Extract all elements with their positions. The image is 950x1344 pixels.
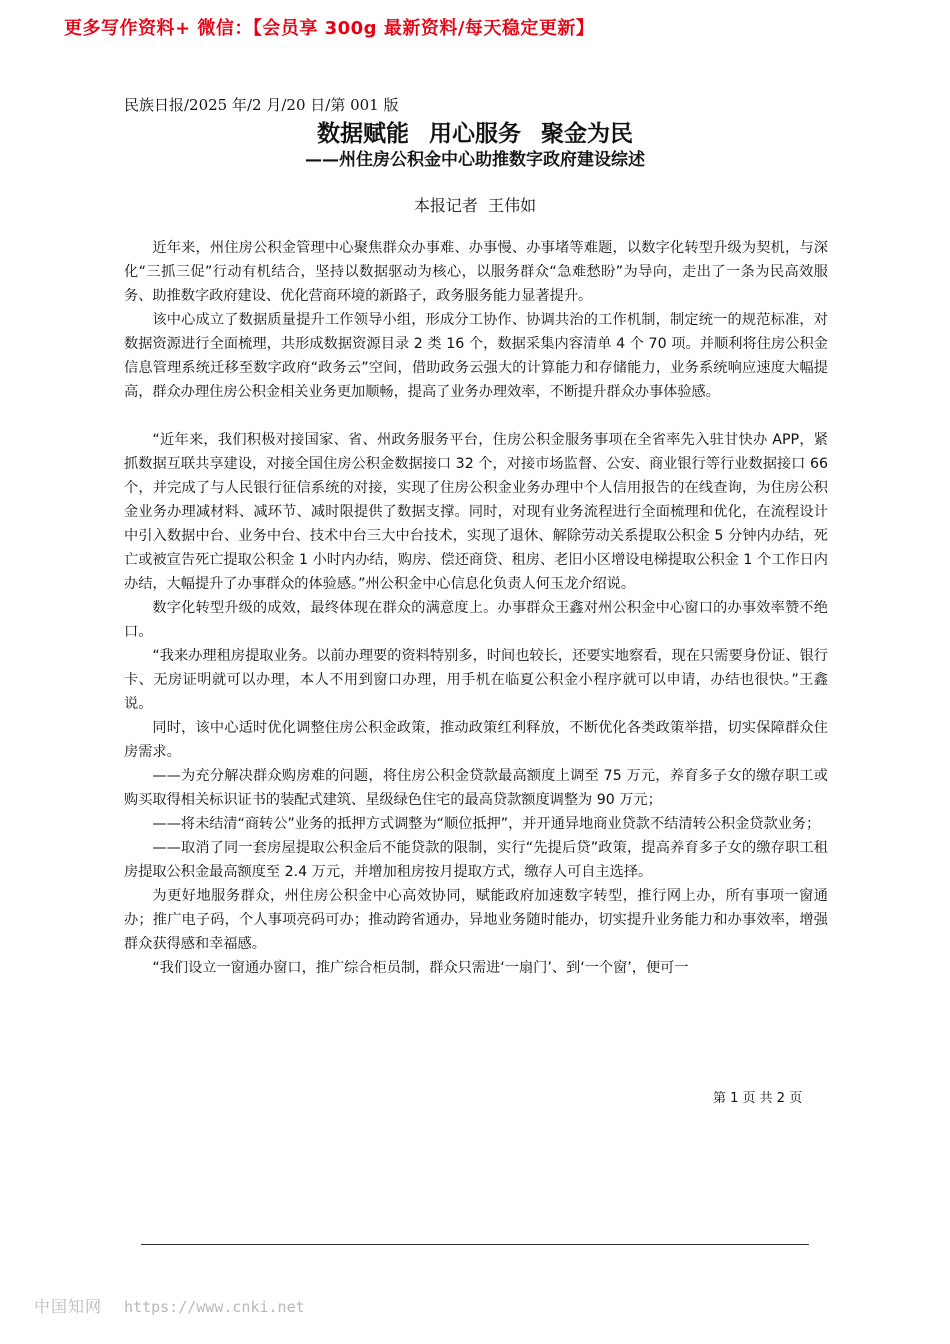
paragraph-4: 数字化转型升级的成效，最终体现在群众的满意度上。办事群众王鑫对州公积金中心窗口的办事效率赞不绝口。 xyxy=(124,600,828,640)
cnki-logo-text: 中国知网 xyxy=(34,1297,103,1316)
author-byline: 本报记者 王伟如 xyxy=(413,196,537,215)
paragraph-8: ——将未结清“商转公”业务的抵押方式调整为“顺位抵押”，并开通异地商业贷款不结清转公积金贷款业务； xyxy=(152,816,821,832)
paragraph-6: 同时，该中心适时优化调整住房公积金政策，推动政策红利释放，不断优化各类政策举措，切实保障群众住房需求。 xyxy=(124,720,828,760)
footer xyxy=(34,1294,305,1317)
paragraph-10: 为更好地服务群众，州住房公积金中心高效协同，赋能政府加速数字转型，推行网上办，所有事项一窗通办；推广电子码，个人事项亮码可办；推动跨省通办，异地业务随时能办，切实提升业务能力和办事效率，增强群众获得感和幸福感。 xyxy=(124,888,828,952)
paragraph-3: “近年来，我们积极对接国家、省、州政务服务平台，住房公积金服务事项在全省率先入驻甘快办 APP，紧抓数据互联共享建设，对接全国住房公积金数据接口 32 个，对接市场监督、公安、商业银行等行业数据接口 66 个，并完成了与人民银行征信系统的对接，实现了住房公积金业务办理中个人信用报告的在线查询，为住房公积金业务办理减材料、减环节、减时限提供了数据支撑。同时，对现有业务流程进行全面梳理和优化，在流程设计中引入数据中台、业务中台、技术中台三大中台技术，实现了退休、解除劳动关系提取公积金 5 分钟内办结，死亡或被宣告死亡提取公积金 1 小时内办结，购房、偿还商贷、租房、老旧小区增设电梯提取公积金 1 个工作日内办结，大幅提升了办事群众的体验感。”州公积金中心信息化负责人何玉龙介绍说。 xyxy=(124,432,828,592)
page-number: 第 1 页 共 2 页 xyxy=(713,1091,803,1106)
article-title xyxy=(0,115,950,148)
article-subtitle: ——州住房公积金中心助推数字政府建设综述 xyxy=(305,150,645,170)
paragraph-11: “我们设立一窗通办窗口，推广综合柜员制，群众只需进‘一扇门’、到‘一个窗’，便可一 xyxy=(152,960,689,976)
source-line: 民族日报/2025 年/2 月/20 日/第 001 版 xyxy=(124,96,399,114)
paragraph-2: 该中心成立了数据质量提升工作领导小组，形成分工协作、协调共治的工作机制，制定统一的规范标准，对数据资源进行全面梳理，共形成数据资源目录 2 类 16 个，数据采集内容清单 4 个 70 项。并顺利将住房公积金信息管理系统迁移至数字政府“政务云”空间，借助政务云强大的计算能力和存储能力，业务系统响应速度大幅提高，群众办理住房公积金相关业务更加顺畅，提高了业务办理效率，不断提升群众办事体验感。 xyxy=(124,312,828,400)
footer-divider xyxy=(141,1244,809,1245)
title-part-1: 数据赋能 xyxy=(317,121,409,147)
paragraph-7: ——为充分解决群众购房难的问题，将住房公积金贷款最高额度上调至 75 万元，养育多子女的缴存职工或购买取得相关标识证书的装配式建筑、星级绿色住宅的最高贷款额度调整为 90 万元； xyxy=(124,768,828,808)
article-body xyxy=(124,236,828,980)
paragraph-9: ——取消了同一套房屋提取公积金后不能贷款的限制，实行“先提后贷”政策，提高养育多子女的缴存职工租房提取公积金最高额度至 2.4 万元，并增加租房按月提取方式，缴存人可自主选择。 xyxy=(124,840,828,880)
paragraph-1: 近年来，州住房公积金管理中心聚焦群众办事难、办事慢、办事堵等难题，以数字化转型升级为契机，与深化“三抓三促”行动有机结合，坚持以数据驱动为核心，以服务群众“急难愁盼”为导向，走出了一条为民高效服务、助推数字政府建设、优化营商环境的新路子，政务服务能力显著提升。 xyxy=(124,240,828,304)
paragraph-5: “我来办理租房提取业务。以前办理要的资料特别多，时间也较长，还要实地察看，现在只需要身份证、银行卡、无房证明就可以办理，本人不用到窗口办理，用手机在临夏公积金小程序就可以申请，办结也很快。”王鑫说。 xyxy=(124,648,828,712)
promo-banner: 更多写作资料+ 微信：【会员享 300g 最新资料/每天稳定更新】 xyxy=(64,18,595,39)
footer-url[interactable]: https://www.cnki.net xyxy=(124,1298,305,1316)
title-part-3: 聚金为民 xyxy=(541,121,633,147)
title-part-2: 用心服务 xyxy=(429,121,521,147)
